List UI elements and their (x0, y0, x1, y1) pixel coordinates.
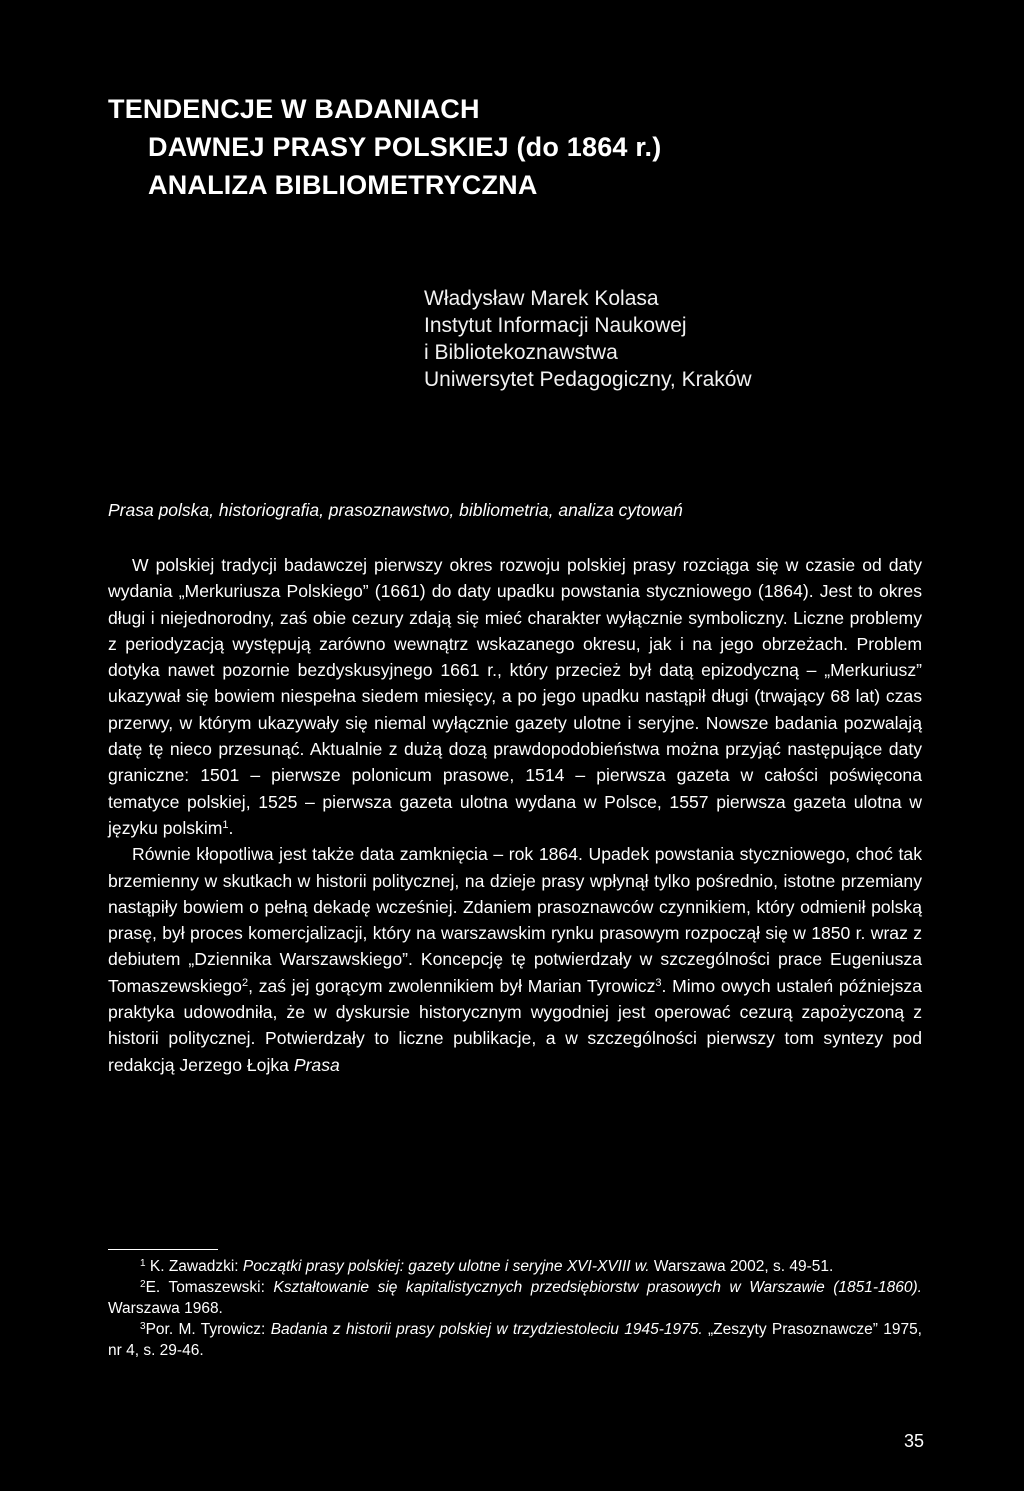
title-line-3: ANALIZA BIBLIOMETRYCZNA (148, 170, 538, 200)
footnote-2 (108, 1277, 922, 1319)
paragraph-2-text-b: , zaś jej gorącym zwolennikiem był Marian Tyrowicz (248, 975, 656, 996)
footnote-text: Warszawa 2002, s. 49-51. (649, 1258, 834, 1275)
page-number: 35 (903, 1431, 924, 1451)
footnote-number: 3 (140, 1321, 146, 1332)
paragraph-2 (108, 841, 922, 1078)
footnote-number: 2 (140, 1279, 146, 1290)
footnote-ref-2[interactable]: 2 (241, 976, 249, 989)
footnote-1 (108, 1256, 922, 1277)
paragraph-2-italic-title: Prasa (293, 1054, 340, 1075)
author-name: Władysław Marek Kolasa (424, 287, 659, 310)
footnote-ref-1[interactable]: 1 (222, 818, 229, 831)
footnote-text: E. Tomaszewski: (145, 1279, 274, 1296)
footnote-text: Warszawa 1968. (108, 1300, 223, 1317)
footnote-title: Kształtowanie się kapitalistycznych przedsiębiorstw prasowych w Warszawie (1851-1860). (273, 1279, 922, 1296)
title-line-2: DAWNEJ PRASY POLSKIEJ (do 1864 r.) (148, 132, 662, 162)
footnote-title: Badania z historii prasy polskiej w trzydziestoleciu 1945-1975. (270, 1321, 703, 1338)
paragraph-1-text: W polskiej tradycji badawczej pierwszy okres rozwoju polskiej prasy rozciąga się w czasie od daty wydania „Merkuriusza Polskiego” (1661) do daty upadku powstania styczniowego (1864). Jest to okres długi i niejednorodny, zaś obie cezury zdają się mieć charakter wyłącznie symboliczny. Liczne problemy z periodyzacją występują zarówno wewnątrz wskazanego okresu, jak i na jego obrzeżach. Problem dotyka nawet pozornie bezdyskusyjnego 1661 r., który przecież był datą epizodyczną – „Merkuriusz” ukazywał się bowiem niespełna siedem miesięcy, a po jego upadku nastąpił długi (trwający 68 lat) czas przerwy, w którym ukazywały się niemal wyłącznie gazety ulotne i seryjne. Nowsze badania pozwalają datę tę nieco przesunąć. Aktualnie z dużą dozą prawdopodobieństwa można przyjąć następujące daty graniczne: 1501 – pierwsze polonicum prasowe, 1514 – pierwsza gazeta w całości poświęcona tematyce polskiej, 1525 – pierwsza gazeta ulotna wydana w Polsce, 1557 pierwsza gazeta ulotna w języku polskim (108, 555, 922, 838)
paragraph-1 (108, 552, 922, 841)
footnote-3 (108, 1319, 922, 1361)
author-affiliation-line-3: Uniwersytet Pedagogiczny, Kraków (424, 368, 752, 391)
author-block (424, 285, 944, 393)
footnote-ref-3[interactable]: 3 (655, 976, 662, 989)
keywords: Prasa polska, historiografia, prasoznawstwo, bibliometria, analiza cytowań (108, 500, 683, 520)
footnote-title: Początki prasy polskiej: gazety ulotne i seryjne XVI-XVIII w. (242, 1258, 650, 1275)
author-affiliation-line-2: i Bibliotekoznawstwa (424, 341, 618, 364)
footnote-text: „Zeszyty Prasoznawcze” 1975, nr 4, s. 29-46. (108, 1321, 922, 1359)
paragraph-2-text-c: . Mimo owych ustaleń późniejsza praktyka udowodniła, że w dyskursie historycznym wygodniej jest operować cezurą zapożyczoną z historii politycznej. Potwierdzały to liczne publikacje, a w szczególności pierwszy tom syntezy pod redakcją Jerzego Łojka (108, 975, 922, 1075)
article-title (108, 90, 928, 204)
footnote-number: 1 (140, 1258, 146, 1269)
paragraph-1-end: . (228, 817, 234, 838)
footnote-text: K. Zawadzki: (145, 1258, 243, 1275)
footnote-text: Por. M. Tyrowicz: (145, 1321, 271, 1338)
author-affiliation-line-1: Instytut Informacji Naukowej (424, 314, 687, 337)
footnotes (108, 1256, 922, 1361)
paragraph-2-text-a: Równie kłopotliwa jest także data zamknięcia – rok 1864. Upadek powstania styczniowego, choć tak brzemienny w skutkach w historii politycznej, na dzieje prasy wpłynął tylko pośrednio, istotne przemiany nastąpiły bowiem o pełną dekadę wcześniej. Zdaniem prasoznawców czynnikiem, który odmienił polską prasę, był proces komercjalizacji, który na warszawskim rynku prasowym rozpoczął się w 1850 r. wraz z debiutem „Dziennika Warszawskiego”. Koncepcję tę potwierdzały w szczególności prace Eugeniusza Tomaszewskiego (108, 844, 922, 996)
title-line-1: TENDENCJE W BADANIACH (108, 94, 480, 124)
footnote-divider (108, 1249, 218, 1250)
article-body (108, 552, 922, 1078)
